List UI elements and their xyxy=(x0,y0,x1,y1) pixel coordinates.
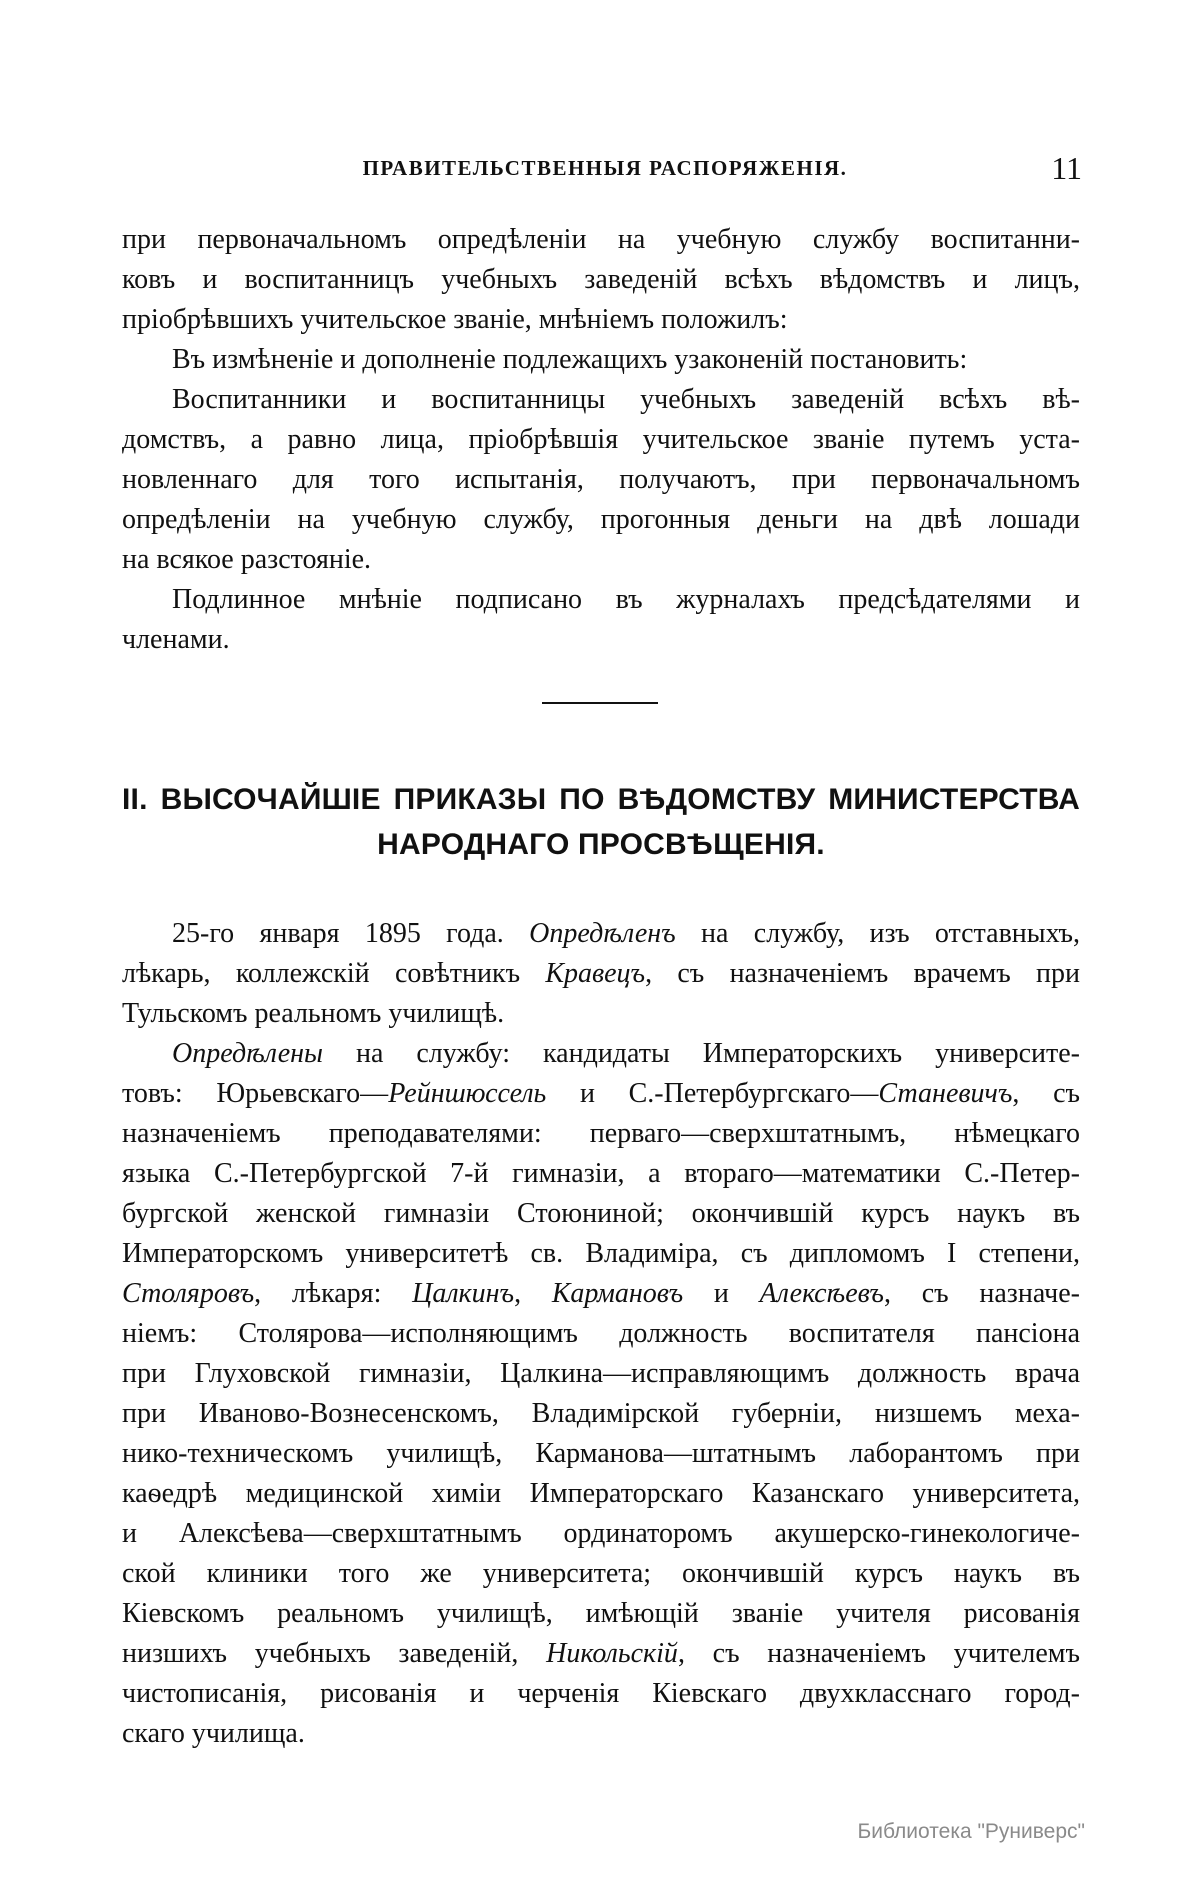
text-line xyxy=(122,1234,1080,1274)
italic-name: Никольскій xyxy=(546,1638,678,1669)
text-segment: , съ назначе- xyxy=(883,1278,1080,1309)
text-segment: каѳедрѣ медицинской химіи Императорскаго Казанскаго университета, xyxy=(122,1478,1080,1509)
text-segment: , xyxy=(514,1278,552,1309)
running-head: ПРАВИТЕЛЬСТВЕННЫЯ РАСПОРЯЖЕНІЯ. xyxy=(362,156,848,180)
text-line xyxy=(122,914,1080,954)
text-line xyxy=(122,1034,1080,1074)
text-segment: при первоначальномъ опредѣленіи на учебную службу воспитанни- xyxy=(122,224,1080,255)
text-line xyxy=(122,380,1080,420)
italic-name: Кравецъ xyxy=(545,958,646,989)
text-segment: Кіевскомъ реальномъ училищѣ, имѣющій званіе учителя рисованія xyxy=(122,1598,1080,1629)
text-line xyxy=(122,1674,1080,1714)
text-line xyxy=(122,1394,1080,1434)
text-line xyxy=(122,1154,1080,1194)
text-line xyxy=(122,1274,1080,1314)
text-segment: при Иваново-Вознесенскомъ, Владимірской губерніи, низшемъ меха- xyxy=(122,1398,1080,1429)
text-segment: Воспитанники и воспитанницы учебныхъ заведеній всѣхъ вѣ- xyxy=(172,384,1080,415)
text-line xyxy=(122,1194,1080,1234)
paragraph xyxy=(122,914,1080,1034)
text-line xyxy=(122,540,1080,580)
text-line xyxy=(122,1554,1080,1594)
italic-name: Кармановъ xyxy=(551,1278,684,1309)
text-segment: домствъ, а равно лица, пріобрѣвшія учительское званіе путемъ уста- xyxy=(122,424,1080,455)
library-watermark: Библиотека "Руниверс" xyxy=(857,1820,1085,1843)
text-segment: при Глуховской гимназіи, Цалкина—исправляющимъ должность врача xyxy=(122,1358,1080,1389)
italic-name: Алексѣевъ xyxy=(759,1278,884,1309)
text-line xyxy=(122,620,1080,660)
text-segment: лѣкарь, коллежскій совѣтникъ xyxy=(122,958,546,989)
text-line xyxy=(122,1474,1080,1514)
section-divider xyxy=(542,702,658,704)
text-line xyxy=(122,994,1080,1034)
section-heading-line-1: II. ВЫСОЧАЙШІЕ ПРИКАЗЫ ПО ВѢДОМСТВУ МИНИСТЕРСТВА xyxy=(122,783,1080,816)
text-segment: чистописанія, рисованія и черченія Кіевскаго двухкласснаго город- xyxy=(122,1678,1080,1709)
paragraph xyxy=(122,380,1080,580)
text-line xyxy=(122,1594,1080,1634)
page-number: 11 xyxy=(1051,150,1082,186)
text-segment: , съ xyxy=(1012,1078,1080,1109)
text-segment: товъ: Юрьевскаго— xyxy=(122,1078,389,1109)
text-segment: , лѣкаря: xyxy=(254,1278,413,1309)
text-segment: и xyxy=(683,1278,760,1309)
paragraph xyxy=(122,340,1080,380)
text-segment: и С.-Петербургскаго— xyxy=(546,1078,879,1109)
text-line xyxy=(122,1354,1080,1394)
italic-name: Опредѣлены xyxy=(172,1038,323,1069)
text-line xyxy=(122,220,1080,260)
italic-name: Опредѣленъ xyxy=(529,918,676,949)
text-line xyxy=(122,500,1080,540)
text-segment: на службу, изъ отставныхъ, xyxy=(675,918,1080,949)
italic-name: Рейншюссель xyxy=(388,1078,547,1109)
text-segment: , съ назначеніемъ учителемъ xyxy=(677,1638,1080,1669)
text-line xyxy=(122,1114,1080,1154)
text-segment: новленнаго для того испытанія, получаютъ, при первоначальномъ xyxy=(122,464,1080,495)
text-segment: на службу: кандидаты Императорскихъ университе- xyxy=(322,1038,1080,1069)
section-heading-line-2: НАРОДНАГО ПРОСВѢЩЕНІЯ. xyxy=(377,828,825,861)
text-segment: Подлинное мнѣніе подписано въ журналахъ предсѣдателями и xyxy=(172,584,1080,615)
section-imperial-orders-text xyxy=(122,914,1080,1754)
section-government-orders-text xyxy=(122,220,1080,660)
text-line xyxy=(122,420,1080,460)
text-segment: на всякое разстояніе. xyxy=(122,544,372,575)
paragraph xyxy=(122,1034,1080,1754)
text-segment: скаго училища. xyxy=(122,1718,305,1749)
text-segment: ніемъ: Столярова—исполняющимъ должность воспитателя пансіона xyxy=(122,1318,1080,1349)
italic-name: Столяровъ xyxy=(122,1278,255,1309)
text-segment: членами. xyxy=(122,624,230,655)
text-line xyxy=(122,1514,1080,1554)
paragraph xyxy=(122,580,1080,660)
text-segment: Тульскомъ реальномъ училищѣ. xyxy=(122,998,505,1029)
text-segment: Императорскомъ университетѣ св. Владиміра, съ дипломомъ I степени, xyxy=(122,1238,1080,1269)
text-line xyxy=(122,954,1080,994)
text-segment: , съ назначеніемъ врачемъ при xyxy=(645,958,1080,989)
text-line xyxy=(122,340,1080,380)
text-line xyxy=(122,1074,1080,1114)
text-line xyxy=(122,300,1080,340)
text-line xyxy=(122,1434,1080,1474)
text-segment: опредѣленіи на учебную службу, прогонныя деньги на двѣ лошади xyxy=(122,504,1080,535)
text-line xyxy=(122,260,1080,300)
text-segment: Въ измѣненіе и дополненіе подлежащихъ узаконеній постановить: xyxy=(172,344,968,375)
text-line xyxy=(122,1634,1080,1674)
text-line xyxy=(122,1314,1080,1354)
text-segment: пріобрѣвшихъ учительское званіе, мнѣніемъ положилъ: xyxy=(122,304,788,335)
paragraph xyxy=(122,220,1080,340)
text-segment: и Алексѣева—сверхштатнымъ ординаторомъ акушерско-гинекологиче- xyxy=(122,1518,1080,1549)
text-segment: бургской женской гимназіи Стоюниной; окончившій курсъ наукъ въ xyxy=(122,1198,1080,1229)
text-segment: назначеніемъ преподавателями: перваго—сверхштатнымъ, нѣмецкаго xyxy=(122,1118,1080,1149)
text-segment: низшихъ учебныхъ заведеній, xyxy=(122,1638,547,1669)
italic-name: Цалкинъ xyxy=(412,1278,515,1309)
text-segment: ской клиники того же университета; окончившій курсъ наукъ въ xyxy=(122,1558,1080,1589)
text-segment: нико-техническомъ училищѣ, Карманова—штатнымъ лаборантомъ при xyxy=(122,1438,1080,1469)
text-line xyxy=(122,460,1080,500)
text-segment: языка С.-Петербургской 7-й гимназіи, а втораго—математики С.-Петер- xyxy=(122,1158,1080,1189)
text-line xyxy=(122,1714,1080,1754)
text-line xyxy=(122,580,1080,620)
text-segment: 25-го января 1895 года. xyxy=(172,918,530,949)
italic-name: Станевичъ xyxy=(878,1078,1013,1109)
text-segment: ковъ и воспитанницъ учебныхъ заведеній всѣхъ вѣдомствъ и лицъ, xyxy=(122,264,1080,295)
